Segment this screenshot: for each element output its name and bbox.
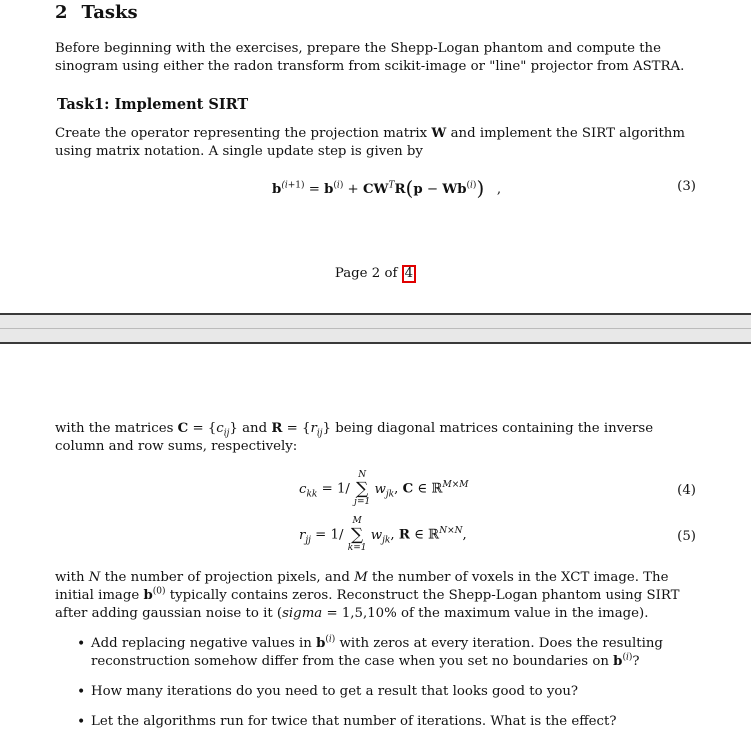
matrix-W: W	[431, 126, 447, 141]
page-break	[0, 313, 751, 344]
equation-4-number: (4)	[677, 483, 696, 498]
symbol-sigma: sigma	[282, 606, 323, 621]
reconstruction-paragraph: with N the number of projection pixels, and M the number of voxels in the XCT image. The initial image $b^{(0)}$ typically contains zeros. Reconstruct the Shepp-Logan phantom using SIRT after adding gaussian noise to it (sigma = 1,5,10% of the maximum value in the image).	[55, 570, 680, 621]
equation-5: $r_{jj} = 1/$ M ∑ k=1 $w_{jk}$, R ∈ ℝ$^{N\times N}$,	[299, 516, 467, 553]
equation-3-number: (3)	[677, 179, 696, 194]
matrices-paragraph: with the matrices $C = \{c_{ij}\}$ and $R = \{r_{ij}\}$ being diagonal matrices containing the inverse column and row sums, respectively:	[55, 421, 654, 454]
p1-text-b: and	[237, 421, 272, 436]
b1-text-b: with zeros at every iteration. Does the resulting reconstruction somehow differ from the case when you set no boundaries on	[91, 636, 663, 669]
equation-4: $c_{kk} = 1/$ N ∑ j=1 $w_{jk}$, C ∈ ℝ$^{M\times M}$	[299, 470, 469, 507]
task1-title: Task1: Implement SIRT	[57, 96, 249, 113]
p1-text-a: with the matrices	[55, 421, 178, 436]
p2-text-a: with	[55, 570, 89, 585]
section-number: 2	[55, 2, 68, 23]
b1-text-c: ?	[632, 654, 640, 669]
list-item: • Let the algorithms run for twice that number of iterations. What is the effect?	[55, 713, 705, 731]
task1-text-2: and implement the SIRT algorithm using matrix notation. A single update step is given by	[55, 126, 685, 159]
section-heading	[55, 2, 138, 23]
symbol-M: M	[354, 570, 368, 585]
p2-text-c: the number of voxels in the XCT image. The initial image	[55, 570, 669, 603]
symbol-N: N	[88, 570, 101, 585]
task-questions-list	[55, 635, 705, 743]
page-footer-prefix: Page 2 of	[334, 266, 402, 281]
list-item: • How many iterations do you need to get a result that looks good to you?	[55, 683, 705, 701]
list-item: • Add replacing negative values in $b^{(i)}$ with zeros at every iteration. Does the resulting reconstruction somehow differ from the case when you set no boundaries on $b^{(i)}$?	[55, 635, 705, 671]
total-pages-link[interactable]: 4	[402, 265, 416, 283]
p2-text-b: the number of projection pixels, and	[100, 570, 355, 585]
task1-text-1: Create the operator representing the projection matrix	[55, 126, 432, 141]
section-title: Tasks	[81, 2, 138, 23]
intro-paragraph: Before beginning with the exercises, prepare the Shepp-Logan phantom and compute the sinogram using either the radon transform from scikit-image or "line" projector from ASTRA.	[55, 41, 685, 74]
b1-text-a: Add replacing negative values in	[91, 636, 317, 651]
p2-text-e: = 1,5,10% of the maximum value in the image).	[322, 606, 649, 621]
equation-5-number: (5)	[677, 529, 696, 544]
page-footer	[0, 265, 751, 283]
p1-text-c: being diagonal matrices containing the inverse column and row sums, respectively:	[55, 421, 654, 454]
equation-3: $b^{(i+1)} = b^{(i)} + CW^TR(p - Wb^{(i)})$ ,	[272, 176, 502, 200]
task1-paragraph	[55, 125, 700, 161]
p2-text-d: typically contains zeros. Reconstruct the Shepp-Logan phantom using SIRT after adding gaussian noise to it (	[55, 588, 680, 621]
